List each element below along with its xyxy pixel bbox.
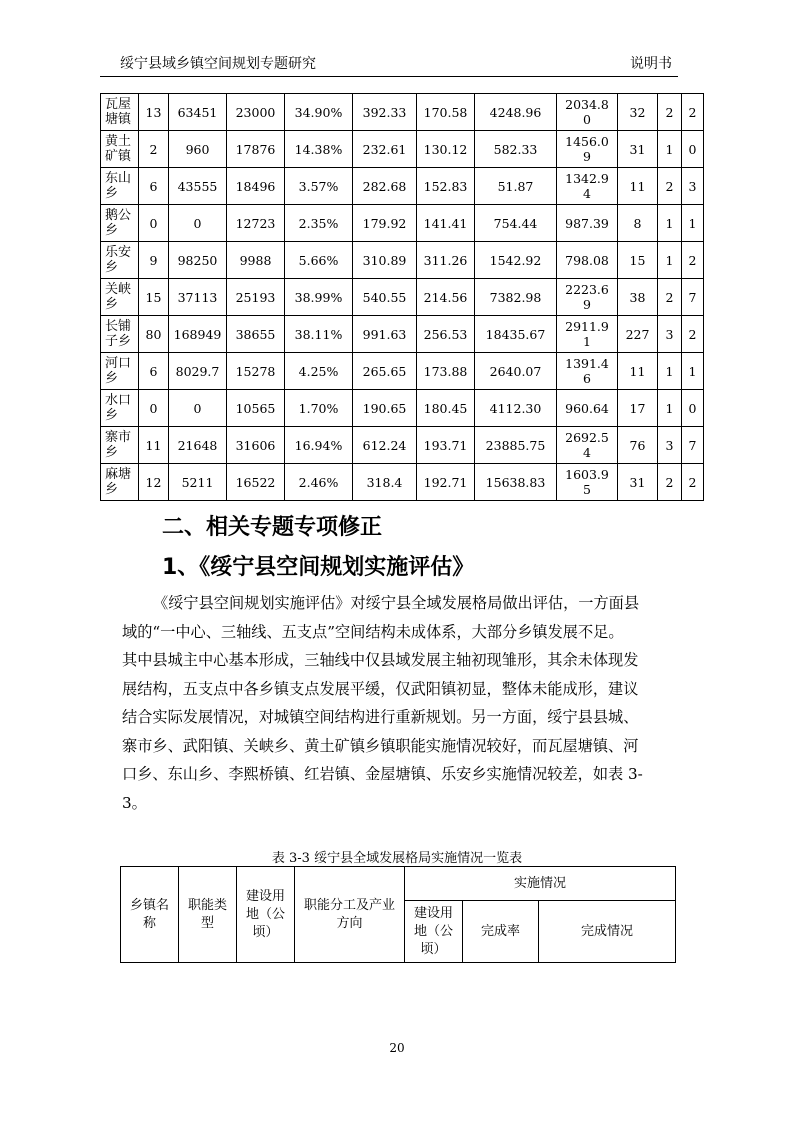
town-name-cell: 长铺子乡: [101, 316, 139, 353]
table-cell: 3: [658, 427, 682, 464]
table-cell: 11: [618, 353, 658, 390]
table-cell: 0: [682, 390, 704, 427]
table-cell: 0: [169, 390, 227, 427]
table-cell: 0: [682, 131, 704, 168]
table-cell: 5.66%: [285, 242, 353, 279]
table-cell: 17876: [227, 131, 285, 168]
table-cell: 7382.98: [475, 279, 557, 316]
paragraph-line: 《绥宁县空间规划实施评估》对绥宁县全域发展格局做出评估，一方面县: [153, 594, 639, 612]
table-cell: 31: [618, 464, 658, 501]
town-name-cell: 麻塘乡: [101, 464, 139, 501]
table-cell: 14.38%: [285, 131, 353, 168]
town-name-cell: 鹅公乡: [101, 205, 139, 242]
table-cell: 3: [658, 316, 682, 353]
table-cell: 2911.91: [557, 316, 618, 353]
table-row: [101, 279, 704, 316]
table-cell: 2: [682, 464, 704, 501]
table-cell: 1542.92: [475, 242, 557, 279]
subsection-heading: 1、《绥宁县空间规划实施评估》: [162, 555, 475, 580]
table-cell: 8029.7: [169, 353, 227, 390]
table-cell: 13: [139, 94, 169, 131]
table-cell: 170.58: [417, 94, 475, 131]
table-cell: 193.71: [417, 427, 475, 464]
table-row: [101, 94, 704, 131]
body-paragraph: [122, 589, 677, 817]
header-title: 绥宁县域乡镇空间规划专题研究: [120, 56, 316, 72]
table-cell: 43555: [169, 168, 227, 205]
table-cell: 32: [618, 94, 658, 131]
table-cell: 2: [658, 464, 682, 501]
table-cell: 15: [618, 242, 658, 279]
table-cell: 23885.75: [475, 427, 557, 464]
header-doc-type: 说明书: [630, 56, 672, 72]
town-name-cell: 东山乡: [101, 168, 139, 205]
table-cell: 310.89: [353, 242, 417, 279]
table-cell: 130.12: [417, 131, 475, 168]
table-cell: 2692.54: [557, 427, 618, 464]
header-function-type: 职能类型: [179, 867, 237, 963]
table-row: [101, 353, 704, 390]
section-heading: 二、相关专题专项修正: [162, 515, 383, 540]
table-cell: 1: [658, 205, 682, 242]
table-row: [101, 464, 704, 501]
table-cell: 1391.46: [557, 353, 618, 390]
paragraph-line: 域的“一中心、三轴线、五支点”空间结构未成体系，大部分乡镇发展不足。: [122, 622, 624, 641]
table-cell: 227: [618, 316, 658, 353]
table-cell: 2223.69: [557, 279, 618, 316]
table-cell: 282.68: [353, 168, 417, 205]
table-cell: 80: [139, 316, 169, 353]
table-cell: 1: [658, 353, 682, 390]
page-number: 20: [389, 1041, 405, 1055]
table-cell: 1: [682, 353, 704, 390]
table-cell: 31606: [227, 427, 285, 464]
implementation-table: [120, 866, 676, 963]
table-cell: 612.24: [353, 427, 417, 464]
table-cell: 63451: [169, 94, 227, 131]
paragraph-line: 展结构，五支点中各乡镇支点发展平缓，仅武阳镇初显，整体未能成形，建议: [122, 679, 639, 698]
header-town-name: 乡镇名称: [121, 867, 179, 963]
header-divider: [100, 76, 678, 77]
table-cell: 1342.94: [557, 168, 618, 205]
table-cell: 214.56: [417, 279, 475, 316]
table-cell: 190.65: [353, 390, 417, 427]
table-cell: 2034.80: [557, 94, 618, 131]
table-cell: 232.61: [353, 131, 417, 168]
table-cell: 6: [139, 168, 169, 205]
table-cell: 8: [618, 205, 658, 242]
table-cell: 4.25%: [285, 353, 353, 390]
table-row: [101, 316, 704, 353]
paragraph-line: 结合实际发展情况，对城镇空间结构进行重新规划。另一方面，绥宁县县城、: [122, 708, 639, 726]
table-row: [101, 168, 704, 205]
table-cell: 21648: [169, 427, 227, 464]
table-cell: 31: [618, 131, 658, 168]
table-cell: 9988: [227, 242, 285, 279]
subheader-completion-rate: 完成率: [463, 901, 539, 963]
table-cell: 15638.83: [475, 464, 557, 501]
table-row: [101, 242, 704, 279]
table-cell: 51.87: [475, 168, 557, 205]
table-cell: 991.63: [353, 316, 417, 353]
table-cell: 2.46%: [285, 464, 353, 501]
header-function-direction: 职能分工及产业方向: [295, 867, 405, 963]
header-implementation-status: 实施情况: [405, 867, 676, 901]
table-cell: 987.39: [557, 205, 618, 242]
town-name-cell: 瓦屋塘镇: [101, 94, 139, 131]
table-cell: 2: [658, 168, 682, 205]
table-row: [101, 205, 704, 242]
table-cell: 192.71: [417, 464, 475, 501]
town-name-cell: 乐安乡: [101, 242, 139, 279]
table-caption: 表 3-3 绥宁县全域发展格局实施情况一览表: [271, 851, 523, 866]
town-name-cell: 黄土矿镇: [101, 131, 139, 168]
table-cell: 5211: [169, 464, 227, 501]
subheader-completion-status: 完成情况: [539, 901, 676, 963]
town-name-cell: 关峡乡: [101, 279, 139, 316]
header-construction-land: 建设用地（公顷）: [237, 867, 295, 963]
table-cell: 2: [682, 242, 704, 279]
table-cell: 0: [139, 205, 169, 242]
table-row: [101, 427, 704, 464]
table-cell: 141.41: [417, 205, 475, 242]
table-cell: 38.99%: [285, 279, 353, 316]
table-cell: 256.53: [417, 316, 475, 353]
table-cell: 6: [139, 353, 169, 390]
table-cell: 582.33: [475, 131, 557, 168]
table-cell: 179.92: [353, 205, 417, 242]
table-row: [101, 131, 704, 168]
table-cell: 3.57%: [285, 168, 353, 205]
table-cell: 15278: [227, 353, 285, 390]
table-cell: 12723: [227, 205, 285, 242]
table-cell: 0: [139, 390, 169, 427]
table-cell: 2.35%: [285, 205, 353, 242]
table-cell: 38.11%: [285, 316, 353, 353]
table-cell: 7: [682, 427, 704, 464]
township-statistics-body: [101, 94, 704, 501]
table-cell: 3: [682, 168, 704, 205]
table-cell: 98250: [169, 242, 227, 279]
paragraph-line: 3。: [122, 793, 147, 812]
table-cell: 798.08: [557, 242, 618, 279]
table-row: [101, 390, 704, 427]
table-cell: 11: [618, 168, 658, 205]
table-cell: 76: [618, 427, 658, 464]
table-cell: 0: [169, 205, 227, 242]
table-cell: 38655: [227, 316, 285, 353]
table-cell: 1: [658, 390, 682, 427]
town-name-cell: 水口乡: [101, 390, 139, 427]
table-cell: 180.45: [417, 390, 475, 427]
table-cell: 152.83: [417, 168, 475, 205]
table-cell: 1.70%: [285, 390, 353, 427]
table-cell: 16.94%: [285, 427, 353, 464]
table-cell: 18496: [227, 168, 285, 205]
paragraph-line: 口乡、东山乡、李熙桥镇、红岩镇、金屋塘镇、乐安乡实施情况较差，如表 3-: [122, 765, 643, 783]
table-cell: 311.26: [417, 242, 475, 279]
table-cell: 11: [139, 427, 169, 464]
table-cell: 7: [682, 279, 704, 316]
table-cell: 1: [658, 242, 682, 279]
table-cell: 37113: [169, 279, 227, 316]
table-cell: 12: [139, 464, 169, 501]
table-cell: 25193: [227, 279, 285, 316]
table-cell: 18435.67: [475, 316, 557, 353]
table-cell: 2: [658, 279, 682, 316]
table-cell: 2: [139, 131, 169, 168]
table-cell: 38: [618, 279, 658, 316]
table-cell: 1456.09: [557, 131, 618, 168]
town-name-cell: 寨市乡: [101, 427, 139, 464]
table-cell: 1: [658, 131, 682, 168]
town-name-cell: 河口乡: [101, 353, 139, 390]
table-cell: 960.64: [557, 390, 618, 427]
table-cell: 17: [618, 390, 658, 427]
table-cell: 4112.30: [475, 390, 557, 427]
table-cell: 15: [139, 279, 169, 316]
table-cell: 754.44: [475, 205, 557, 242]
table-cell: 2: [682, 316, 704, 353]
table-cell: 16522: [227, 464, 285, 501]
table-cell: 540.55: [353, 279, 417, 316]
table-cell: 2: [682, 94, 704, 131]
table-cell: 1603.95: [557, 464, 618, 501]
table-cell: 34.90%: [285, 94, 353, 131]
table-cell: 23000: [227, 94, 285, 131]
table-cell: 2640.07: [475, 353, 557, 390]
table-cell: 318.4: [353, 464, 417, 501]
table-cell: 168949: [169, 316, 227, 353]
table-cell: 960: [169, 131, 227, 168]
paragraph-line: 其中县城主中心基本形成，三轴线中仅县域发展主轴初现雏形，其余未体现发: [122, 651, 639, 669]
table-cell: 1: [682, 205, 704, 242]
table-cell: 2: [658, 94, 682, 131]
table-cell: 10565: [227, 390, 285, 427]
township-statistics-table: [100, 93, 704, 501]
subheader-construction-land: 建设用地（公顷）: [405, 901, 463, 963]
table-cell: 9: [139, 242, 169, 279]
paragraph-line: 寨市乡、武阳镇、关峡乡、黄土矿镇乡镇职能实施情况较好，而瓦屋塘镇、河: [122, 736, 639, 755]
table-cell: 392.33: [353, 94, 417, 131]
table-cell: 265.65: [353, 353, 417, 390]
table-cell: 173.88: [417, 353, 475, 390]
table-cell: 4248.96: [475, 94, 557, 131]
